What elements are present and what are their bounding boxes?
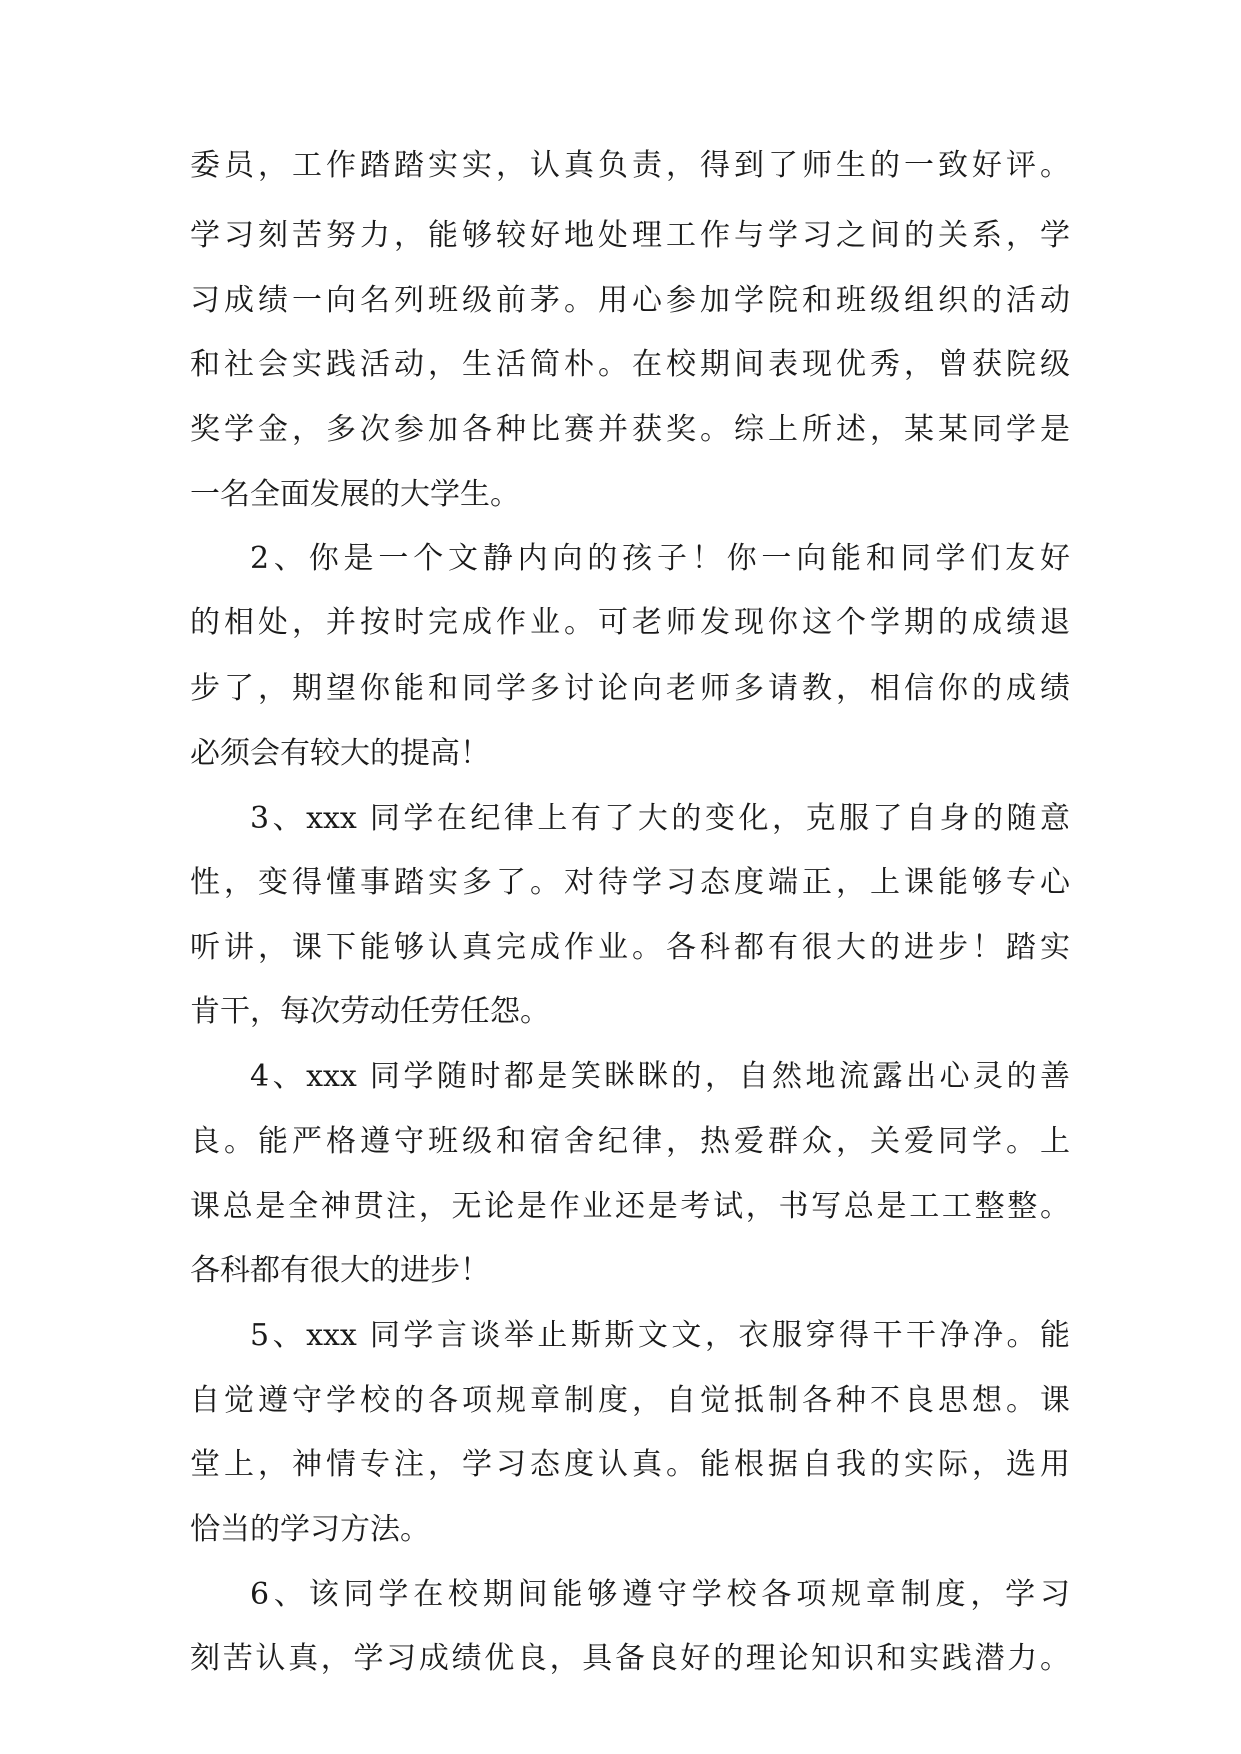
text-line: 的相处，并按时完成作业。可老师发现你这个学期的成绩退 bbox=[190, 605, 1070, 640]
paragraph-5-first-line: 5、xxx 同学言谈举止斯斯文文，衣服穿得干干净净。能 bbox=[250, 1318, 1070, 1353]
text-line: 步了，期望你能和同学多讨论向老师多请教，相信你的成绩 bbox=[190, 671, 1070, 706]
text-line: 恰当的学习方法。 bbox=[190, 1512, 430, 1547]
text-line: 性，变得懂事踏实多了。对待学习态度端正，上课能够专心 bbox=[190, 865, 1070, 900]
paragraph-6-first-line: 6、该同学在校期间能够遵守学校各项规章制度，学习 bbox=[250, 1577, 1070, 1612]
text-line: 奖学金，多次参加各种比赛并获奖。综上所述，某某同学是 bbox=[190, 412, 1070, 447]
paragraph-2-first-line: 2、你是一个文静内向的孩子！你一向能和同学们友好 bbox=[250, 541, 1070, 576]
text-line: 委员，工作踏踏实实，认真负责，得到了师生的一致好评。 bbox=[190, 148, 1070, 183]
text-line: 各科都有很大的进步！ bbox=[190, 1253, 490, 1288]
text-line: 习成绩一向名列班级前茅。用心参加学院和班级组织的活动 bbox=[190, 283, 1070, 318]
text-line: 刻苦认真，学习成绩优良，具备良好的理论知识和实践潜力。 bbox=[190, 1641, 1070, 1676]
text-line: 课总是全神贯注，无论是作业还是考试，书写总是工工整整。 bbox=[190, 1189, 1070, 1224]
text-line: 堂上，神情专注，学习态度认真。能根据自我的实际，选用 bbox=[190, 1447, 1070, 1482]
paragraph-3-first-line: 3、xxx 同学在纪律上有了大的变化，克服了自身的随意 bbox=[250, 801, 1070, 836]
text-line: 和社会实践活动，生活简朴。在校期间表现优秀，曾获院级 bbox=[190, 347, 1070, 382]
text-line: 肯干，每次劳动任劳任怨。 bbox=[190, 994, 550, 1029]
text-line: 听讲，课下能够认真完成作业。各科都有很大的进步！踏实 bbox=[190, 930, 1070, 965]
text-line: 学习刻苦努力，能够较好地处理工作与学习之间的关系，学 bbox=[190, 218, 1070, 253]
text-line: 必须会有较大的提高！ bbox=[190, 736, 490, 771]
text-line: 良。能严格遵守班级和宿舍纪律，热爱群众，关爱同学。上 bbox=[190, 1124, 1070, 1159]
paragraph-4-first-line: 4、xxx 同学随时都是笑眯眯的，自然地流露出心灵的善 bbox=[250, 1059, 1070, 1094]
text-line: 自觉遵守学校的各项规章制度，自觉抵制各种不良思想。课 bbox=[190, 1383, 1070, 1418]
text-line: 一名全面发展的大学生。 bbox=[190, 477, 520, 512]
